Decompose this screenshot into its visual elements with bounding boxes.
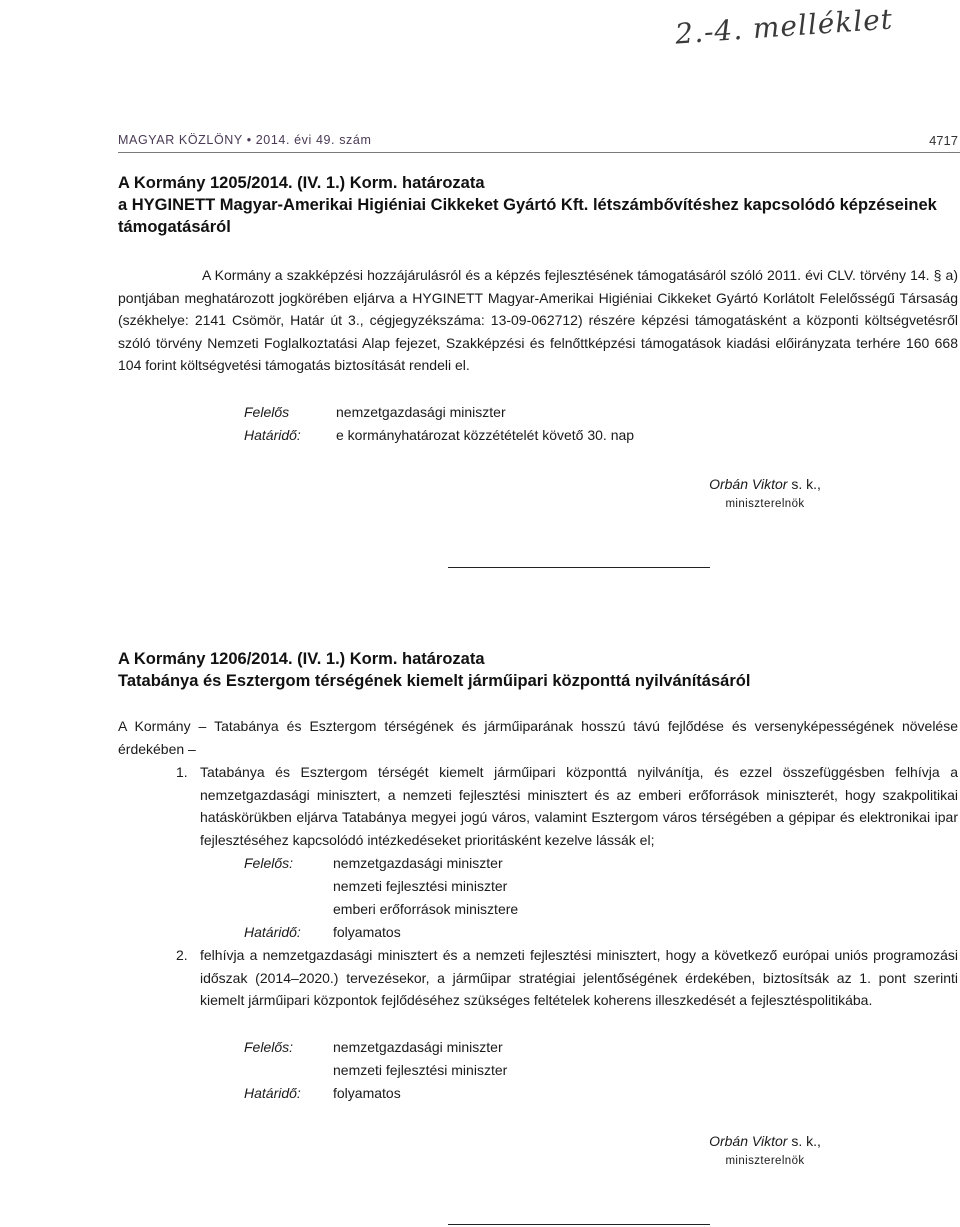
resolution2-title: A Kormány 1206/2014. (IV. 1.) Korm. határozata Tatabánya és Esztergom térségének kiemelt járműipari központtá nyilvánításáról bbox=[118, 650, 751, 690]
item2-responsible-2: nemzeti fejlesztési miniszter bbox=[333, 1062, 508, 1078]
page-number: 4717 bbox=[929, 133, 958, 148]
item1-number: 1. bbox=[176, 764, 188, 780]
item1-responsible-3: emberi erőforrások minisztere bbox=[333, 901, 519, 917]
item1-text: Tatabánya és Esztergom térségét kiemelt járműipari központtá nyilvánítja, és ezzel összefüggésben felhívja a nemzetgazdasági minisztert, a nemzeti fejlesztési minisztert és az emberi erőforrások miniszterét, hogy szakpolitikai hatáskörükben eljárva Tatabánya megyei jogú város, valamint Esztergom város térségében a gépipar és elektronikai ipar fejlesztéséhez kapcsolódó intézkedéseket prioritásként kezelve lássák el; bbox=[200, 764, 958, 848]
resolution1-title: A Kormány 1205/2014. (IV. 1.) Korm. határozata a HYGINETT Magyar-Amerikai Higiéniai Cikkeket Gyártó Kft. létszámbővítéshez kapcsolódó képzéseinek támogatásáról bbox=[118, 174, 937, 236]
resolution1-signature: Orbán Viktor s. k., miniszterelnök bbox=[709, 476, 821, 510]
resolution1-deadline: e kormányhatározat közzétételét követő 30. nap bbox=[336, 427, 635, 443]
item1-responsible-2: nemzeti fejlesztési miniszter bbox=[333, 878, 508, 894]
item2-number: 2. bbox=[176, 947, 188, 963]
journal-title: MAGYAR KÖZLÖNY • 2014. évi 49. szám bbox=[118, 133, 372, 147]
item2-deadline-label: Határidő: bbox=[244, 1085, 301, 1101]
header-divider bbox=[118, 152, 960, 153]
item1-responsible-1: nemzetgazdasági miniszter bbox=[333, 855, 503, 871]
resolution1-deadline-label: Határidő: bbox=[244, 427, 301, 443]
item1-deadline-label: Határidő: bbox=[244, 924, 301, 940]
resolution1-body: A Kormány a szakképzési hozzájárulásról és a képzés fejlesztésének támogatásáról szóló 2011. évi CLV. törvény 14. § a) pontjában meghatározott jogkörében eljárva a HYGINETT Magyar-Amerikai Higiéniai Cikkeket Gyártó Korlátolt Felelősségű Társaság (székhelye: 2141 Csömör, Határ út 3., cégjegyzékszáma: 13-09-062712) részére képzési támogatásként a központi költségvetésről szóló törvény Nemzeti Foglalkoztatási Alap fejezet, Szakképzési és felnőttképzési támogatások kiadási előirányzata terhére 160 668 104 forint költségvetési támogatás biztosítását rendeli el. bbox=[118, 267, 958, 374]
resolution2-signature: Orbán Viktor s. k., miniszterelnök bbox=[709, 1133, 821, 1167]
page-header bbox=[118, 133, 960, 147]
item2-responsible-label: Felelős: bbox=[244, 1039, 294, 1055]
resolution2-intro: A Kormány – Tatabánya és Esztergom térségének és járműiparának hosszú távú fejlődése és versenyképességének növelése érdekében – bbox=[118, 718, 958, 757]
item2-responsible-1: nemzetgazdasági miniszter bbox=[333, 1039, 503, 1055]
resolution1-responsible: nemzetgazdasági miniszter bbox=[336, 404, 506, 420]
bottom-divider bbox=[448, 1224, 710, 1225]
resolution1-responsible-label: Felelős bbox=[244, 404, 290, 420]
item1-deadline: folyamatos bbox=[333, 924, 401, 940]
section-divider bbox=[448, 567, 710, 568]
item1-responsible-label: Felelős: bbox=[244, 855, 294, 871]
item2-deadline: folyamatos bbox=[333, 1085, 401, 1101]
handwritten-annotation: 2.-4. melléklet bbox=[674, 2, 895, 51]
item2-text: felhívja a nemzetgazdasági minisztert és a nemzeti fejlesztési minisztert, hogy a következő európai uniós programozási időszak (2014–2020.) tervezésekor, a járműipar stratégiai jelentőségének érdekében, biztosítsák az 1. pont szerinti kiemelt járműipari központok fejlődéséhez szükséges feltételek koherens illeszkedését a fejlesztéspolitikába. bbox=[200, 947, 958, 1009]
